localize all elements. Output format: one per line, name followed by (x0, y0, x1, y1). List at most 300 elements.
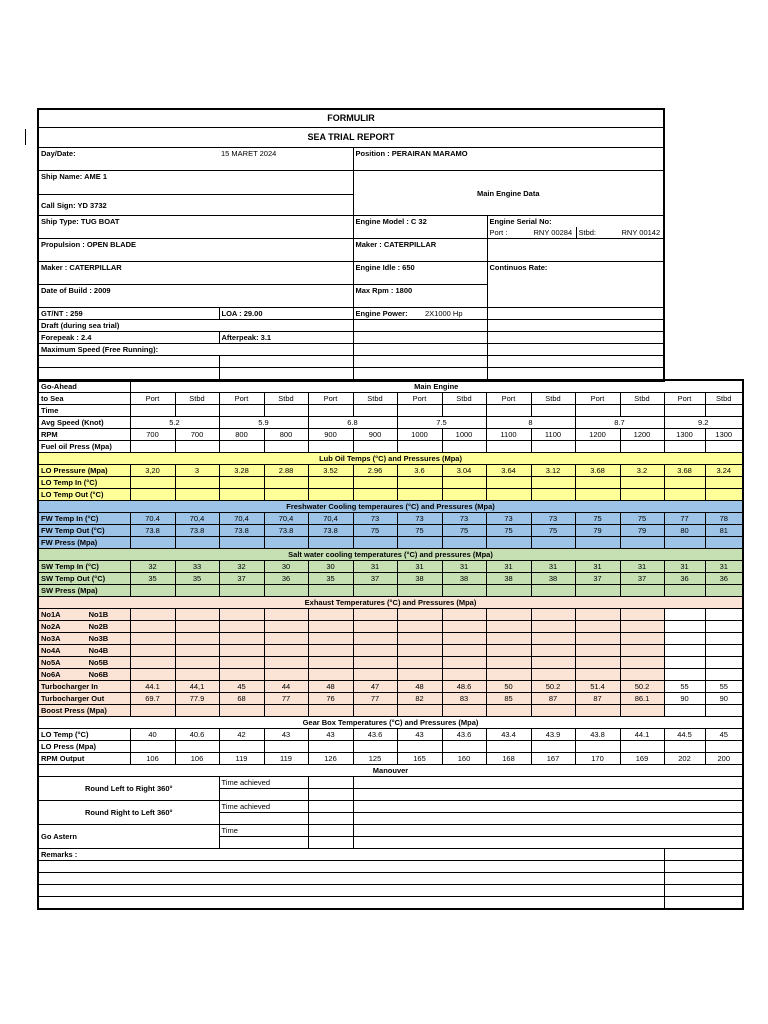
sw-temp-out-value: 36 (664, 573, 705, 585)
cylinder-value (175, 609, 219, 621)
saltwater-title-row (38, 549, 743, 561)
time-value (531, 405, 575, 417)
lo-temp-out-value (353, 489, 397, 501)
cell (664, 849, 743, 861)
turbo-in-value: 55 (705, 681, 743, 693)
column-header: Port (486, 393, 531, 405)
gb-lo-press-value (130, 741, 175, 753)
turbo-in-value: 50.2 (620, 681, 664, 693)
lo-pressure-value: 3.64 (486, 465, 531, 477)
time-value (486, 405, 531, 417)
fw-temp-in-value: 73 (486, 513, 531, 525)
cell (353, 801, 743, 813)
sw-temp-out-value: 38 (531, 573, 575, 585)
rpm-value: 1300 (705, 429, 743, 441)
boost-press-label: Boost Press (Mpa) (38, 705, 130, 717)
fw-press-value (575, 537, 620, 549)
sw-temp-out-label: SW Temp Out (°C) (38, 573, 130, 585)
sw-temp-in-value: 31 (531, 561, 575, 573)
time-value (705, 405, 743, 417)
go-astern-label: Go Astern (38, 825, 219, 849)
cylinder-value (175, 633, 219, 645)
turbo-in-value: 44,1 (175, 681, 219, 693)
cylinder-value (264, 657, 308, 669)
cylinder-value (308, 645, 353, 657)
lo-pressure-value: 3.68 (664, 465, 705, 477)
gearbox-title-row (38, 717, 743, 729)
cylinder-value (705, 633, 743, 645)
lo-temp-out-value (219, 489, 264, 501)
ship-name: Ship Name: AME 1 (38, 171, 353, 195)
gb-rpm-value: 202 (664, 753, 705, 765)
lo-temp-out-value (130, 489, 175, 501)
time-value (397, 405, 442, 417)
cylinder-value (175, 669, 219, 681)
cylinder-value (705, 669, 743, 681)
gb-lo-press-value (486, 741, 531, 753)
column-header: Port (575, 393, 620, 405)
turbo-out-value: 86.1 (620, 693, 664, 705)
fw-temp-out-value: 75 (486, 525, 531, 537)
fw-temp-out-value: 80 (664, 525, 705, 537)
cylinder-value (353, 645, 397, 657)
fw-press-value (664, 537, 705, 549)
fw-temp-in-row (38, 513, 743, 525)
sw-temp-in-value: 32 (219, 561, 264, 573)
cylinder-row (38, 669, 743, 681)
rpm-value: 1300 (664, 429, 705, 441)
cylinder-value (620, 621, 664, 633)
boost-press-value (308, 705, 353, 717)
sw-temp-out-value: 35 (175, 573, 219, 585)
time-label: Time (38, 405, 130, 417)
remarks-line-row (38, 873, 743, 885)
cylinder-label (38, 657, 130, 669)
sw-press-value (353, 585, 397, 597)
gb-lo-press-value (397, 741, 442, 753)
fw-temp-in-value: 70.4 (130, 513, 175, 525)
fw-temp-in-value: 73 (442, 513, 486, 525)
rpm-label: RPM (38, 429, 130, 441)
fuel-oil-row (38, 441, 743, 453)
lo-pressure-label: LO Pressure (Mpa) (38, 465, 130, 477)
column-header: Port (397, 393, 442, 405)
fw-temp-out-value: 73.8 (308, 525, 353, 537)
gb-lo-temp-value: 45 (705, 729, 743, 741)
gb-rpm-value: 119 (264, 753, 308, 765)
cylinder-a-label: No2A (41, 622, 61, 631)
day-date-label: Day/Date: (38, 148, 219, 171)
avg-speed-value: 6.8 (308, 417, 397, 429)
rpm-value: 1200 (620, 429, 664, 441)
turbo-out-value: 77.9 (175, 693, 219, 705)
manouver-title: Manouver (38, 765, 743, 777)
cylinder-value (130, 633, 175, 645)
cell (664, 861, 743, 873)
gb-lo-temp-value: 43 (308, 729, 353, 741)
round-right-left-time-label: Time achieved (219, 801, 308, 813)
avg-speed-label: Avg Speed (Knot) (38, 417, 130, 429)
cylinder-value (442, 633, 486, 645)
gb-rpm-value: 106 (130, 753, 175, 765)
turbo-in-value: 50.2 (531, 681, 575, 693)
fw-temp-in-value: 70,4 (308, 513, 353, 525)
forepeak: Forepeak : 2.4 (38, 332, 219, 344)
turbo-out-label: Turbocharger Out (38, 693, 130, 705)
serial-port-label: Port : (489, 228, 508, 237)
cylinder-value (308, 609, 353, 621)
cylinder-a-label: No5A (41, 658, 61, 667)
cylinder-value (486, 633, 531, 645)
fw-temp-out-value: 75 (531, 525, 575, 537)
turbo-out-value: 85 (486, 693, 531, 705)
cell (219, 813, 308, 825)
fw-temp-in-value: 70,4 (175, 513, 219, 525)
saltwater-title: Salt water cooling temperatures (°C) and pressures (Mpa) (38, 549, 743, 561)
gb-lo-press-value (175, 741, 219, 753)
cylinder-value (308, 669, 353, 681)
gb-rpm-value: 119 (219, 753, 264, 765)
cylinder-value (175, 645, 219, 657)
cylinder-value (620, 669, 664, 681)
position-label: Position : (355, 149, 390, 158)
cylinder-value (219, 669, 264, 681)
sw-temp-in-value: 30 (264, 561, 308, 573)
fuel-oil-value (175, 441, 219, 453)
fw-temp-out-value: 73.8 (130, 525, 175, 537)
cylinder-value (175, 657, 219, 669)
header-row (38, 380, 743, 393)
lo-temp-in-value (486, 477, 531, 489)
cylinder-value (219, 609, 264, 621)
lo-temp-out-value (575, 489, 620, 501)
avg-speed-row (38, 417, 743, 429)
cylinder-a-label: No6A (41, 670, 61, 679)
cell (308, 789, 353, 801)
fw-press-value (130, 537, 175, 549)
round-left-right-time-label: Time achieved (219, 777, 308, 789)
sw-press-value (130, 585, 175, 597)
continuous-rate: Continuos Rate: (487, 262, 664, 308)
lo-temp-in-value (219, 477, 264, 489)
sw-temp-out-value: 36 (264, 573, 308, 585)
cell (219, 789, 308, 801)
cell (353, 777, 743, 789)
cell (664, 873, 743, 885)
gb-lo-press-row (38, 741, 743, 753)
sw-temp-in-value: 31 (397, 561, 442, 573)
lo-pressure-value: 3.28 (219, 465, 264, 477)
turbo-in-value: 45 (219, 681, 264, 693)
gb-lo-temp-value: 40.6 (175, 729, 219, 741)
gb-lo-temp-value: 43 (397, 729, 442, 741)
exhaust-title: Exhaust Temperatures (°C) and Pressures (Mpa) (38, 597, 743, 609)
serial-stbd-label: Stbd: (576, 227, 597, 238)
gb-lo-press-value (575, 741, 620, 753)
cylinder-value (575, 645, 620, 657)
gb-lo-temp-value: 44.5 (664, 729, 705, 741)
sw-temp-in-label: SW Temp In (°C) (38, 561, 130, 573)
fw-press-row (38, 537, 743, 549)
lo-pressure-value: 3.2 (620, 465, 664, 477)
fw-temp-out-value: 81 (705, 525, 743, 537)
propulsion: Propulsion : OPEN BLADE (38, 239, 353, 262)
cylinder-value (486, 657, 531, 669)
fw-temp-out-row (38, 525, 743, 537)
lo-temp-out-value (442, 489, 486, 501)
cell (308, 837, 353, 849)
sw-temp-out-value: 38 (397, 573, 442, 585)
sw-temp-in-value: 33 (175, 561, 219, 573)
cylinder-value (575, 609, 620, 621)
cylinder-b-label: No4B (88, 646, 109, 655)
fw-temp-out-value: 73.8 (175, 525, 219, 537)
gb-lo-press-label: LO Press (Mpa) (38, 741, 130, 753)
lo-temp-in-value (175, 477, 219, 489)
rpm-value: 1000 (442, 429, 486, 441)
cylinder-value (531, 669, 575, 681)
cylinder-value (705, 621, 743, 633)
remarks-line (38, 885, 664, 897)
cylinder-value (130, 609, 175, 621)
cell (353, 789, 743, 801)
turbo-out-value: 90 (705, 693, 743, 705)
sw-temp-in-value: 31 (353, 561, 397, 573)
lub-oil-title: Lub Oil Temps (°C) and Pressures (Mpa) (38, 453, 743, 465)
cylinder-value (442, 669, 486, 681)
turbo-in-value: 50 (486, 681, 531, 693)
to-sea-label: to Sea (38, 393, 130, 405)
gb-lo-press-value (308, 741, 353, 753)
gb-rpm-value: 170 (575, 753, 620, 765)
engine-maker: Maker : CATERPILLAR (353, 239, 487, 262)
sw-press-value (264, 585, 308, 597)
remarks-line (38, 861, 664, 873)
boost-press-value (353, 705, 397, 717)
remarks-line-row (38, 861, 743, 873)
lo-temp-in-row (38, 477, 743, 489)
cell (219, 837, 308, 849)
lo-pressure-value: 3 (175, 465, 219, 477)
cylinder-value (705, 609, 743, 621)
fuel-oil-value (486, 441, 531, 453)
time-value (575, 405, 620, 417)
gb-lo-press-value (353, 741, 397, 753)
cylinder-value (442, 609, 486, 621)
cylinder-value (705, 645, 743, 657)
fw-press-value (397, 537, 442, 549)
rpm-value: 900 (353, 429, 397, 441)
cylinder-value (397, 645, 442, 657)
cylinder-value (531, 645, 575, 657)
cell (664, 885, 743, 897)
sw-press-value (486, 585, 531, 597)
rpm-value: 1000 (397, 429, 442, 441)
lo-temp-out-value (620, 489, 664, 501)
boost-press-value (175, 705, 219, 717)
cylinder-value (442, 621, 486, 633)
column-header-row (38, 393, 743, 405)
turbo-out-value: 76 (308, 693, 353, 705)
cylinder-row (38, 657, 743, 669)
gb-lo-temp-value: 42 (219, 729, 264, 741)
gb-rpm-value: 106 (175, 753, 219, 765)
gb-rpm-value: 126 (308, 753, 353, 765)
rpm-value: 700 (175, 429, 219, 441)
cell (353, 837, 743, 849)
cylinder-value (620, 645, 664, 657)
lo-pressure-value: 2.96 (353, 465, 397, 477)
sw-press-value (531, 585, 575, 597)
cylinder-value (264, 669, 308, 681)
cylinder-label (38, 633, 130, 645)
cylinder-value (620, 657, 664, 669)
cylinder-value (664, 633, 705, 645)
fuel-oil-value (442, 441, 486, 453)
column-header: Stbd (175, 393, 219, 405)
ship-type: Ship Type: TUG BOAT (38, 216, 353, 239)
sw-press-value (442, 585, 486, 597)
gb-lo-temp-value: 43.9 (531, 729, 575, 741)
afterpeak: Afterpeak: 3.1 (219, 332, 353, 344)
time-value (353, 405, 397, 417)
column-header: Port (664, 393, 705, 405)
cylinder-a-label: No4A (41, 646, 61, 655)
sw-temp-in-value: 31 (442, 561, 486, 573)
cylinder-value (531, 609, 575, 621)
go-ahead-label: Go-Ahead (38, 380, 130, 393)
sw-temp-out-value: 38 (486, 573, 531, 585)
cell (353, 813, 743, 825)
lo-temp-out-value (175, 489, 219, 501)
boost-press-value (664, 705, 705, 717)
gb-lo-temp-value: 43 (264, 729, 308, 741)
cylinder-value (664, 609, 705, 621)
cylinder-value (219, 657, 264, 669)
fw-press-value (264, 537, 308, 549)
boost-press-value (575, 705, 620, 717)
cylinder-value (620, 633, 664, 645)
lo-temp-out-row (38, 489, 743, 501)
fw-temp-in-value: 77 (664, 513, 705, 525)
lo-temp-in-value (705, 477, 743, 489)
fw-press-value (175, 537, 219, 549)
fw-press-value (705, 537, 743, 549)
rpm-row (38, 429, 743, 441)
cylinder-label (38, 645, 130, 657)
remarks-label: Remarks : (38, 849, 664, 861)
cylinder-a-label: No3A (41, 634, 61, 643)
max-rpm: Max Rpm : 1800 (353, 285, 487, 308)
lo-temp-in-value (664, 477, 705, 489)
rpm-value: 800 (264, 429, 308, 441)
fuel-oil-value (353, 441, 397, 453)
lo-temp-in-value (531, 477, 575, 489)
cylinder-label (38, 621, 130, 633)
cylinder-value (308, 633, 353, 645)
cylinder-value (397, 621, 442, 633)
cylinder-value (442, 657, 486, 669)
cylinder-value (442, 645, 486, 657)
lo-temp-out-value (705, 489, 743, 501)
freshwater-title-row (38, 501, 743, 513)
sw-press-value (575, 585, 620, 597)
sw-temp-out-value: 37 (219, 573, 264, 585)
turbo-in-label: Turbocharger In (38, 681, 130, 693)
lo-temp-in-value (308, 477, 353, 489)
turbo-in-value: 48 (397, 681, 442, 693)
cylinder-value (397, 633, 442, 645)
cylinder-value (219, 621, 264, 633)
boost-press-value (531, 705, 575, 717)
fw-temp-in-value: 78 (705, 513, 743, 525)
fw-press-value (308, 537, 353, 549)
fuel-oil-value (130, 441, 175, 453)
gb-lo-press-value (531, 741, 575, 753)
cylinder-row (38, 633, 743, 645)
sw-press-value (620, 585, 664, 597)
cylinder-value (264, 633, 308, 645)
gb-rpm-value: 200 (705, 753, 743, 765)
gb-lo-temp-value: 43.4 (486, 729, 531, 741)
lo-temp-in-value (264, 477, 308, 489)
time-value (264, 405, 308, 417)
fw-temp-out-value: 73.8 (264, 525, 308, 537)
lo-temp-out-label: LO Temp Out (°C) (38, 489, 130, 501)
fuel-oil-value (219, 441, 264, 453)
time-row (38, 405, 743, 417)
fw-temp-in-value: 75 (620, 513, 664, 525)
cell (664, 897, 743, 910)
column-header: Port (219, 393, 264, 405)
max-speed: Maximum Speed (Free Running): (38, 344, 353, 356)
turbo-in-value: 51.4 (575, 681, 620, 693)
lub-oil-title-row (38, 453, 743, 465)
fuel-oil-value (664, 441, 705, 453)
lo-pressure-value: 2.88 (264, 465, 308, 477)
text-cursor (25, 129, 26, 145)
avg-speed-value: 5.9 (219, 417, 308, 429)
avg-speed-value: 5.2 (130, 417, 219, 429)
position-value: PERAIRAN MARAMO (391, 149, 468, 158)
gb-lo-press-value (264, 741, 308, 753)
sw-press-value (219, 585, 264, 597)
lo-pressure-value: 3.24 (705, 465, 743, 477)
fw-temp-in-value: 75 (575, 513, 620, 525)
cylinder-value (219, 633, 264, 645)
rpm-value: 700 (130, 429, 175, 441)
cell (308, 825, 353, 837)
fw-press-value (219, 537, 264, 549)
cylinder-value (353, 621, 397, 633)
fuel-oil-value (397, 441, 442, 453)
gb-lo-press-value (620, 741, 664, 753)
time-value (130, 405, 175, 417)
column-header: Port (308, 393, 353, 405)
boost-press-value (620, 705, 664, 717)
fw-press-value (620, 537, 664, 549)
exhaust-title-row (38, 597, 743, 609)
time-value (175, 405, 219, 417)
time-value (308, 405, 353, 417)
cylinder-value (130, 669, 175, 681)
ship-info-table (37, 108, 665, 382)
cylinder-value (175, 621, 219, 633)
turbo-out-row (38, 693, 743, 705)
sw-temp-in-value: 31 (575, 561, 620, 573)
sw-press-row (38, 585, 743, 597)
cylinder-value (486, 645, 531, 657)
